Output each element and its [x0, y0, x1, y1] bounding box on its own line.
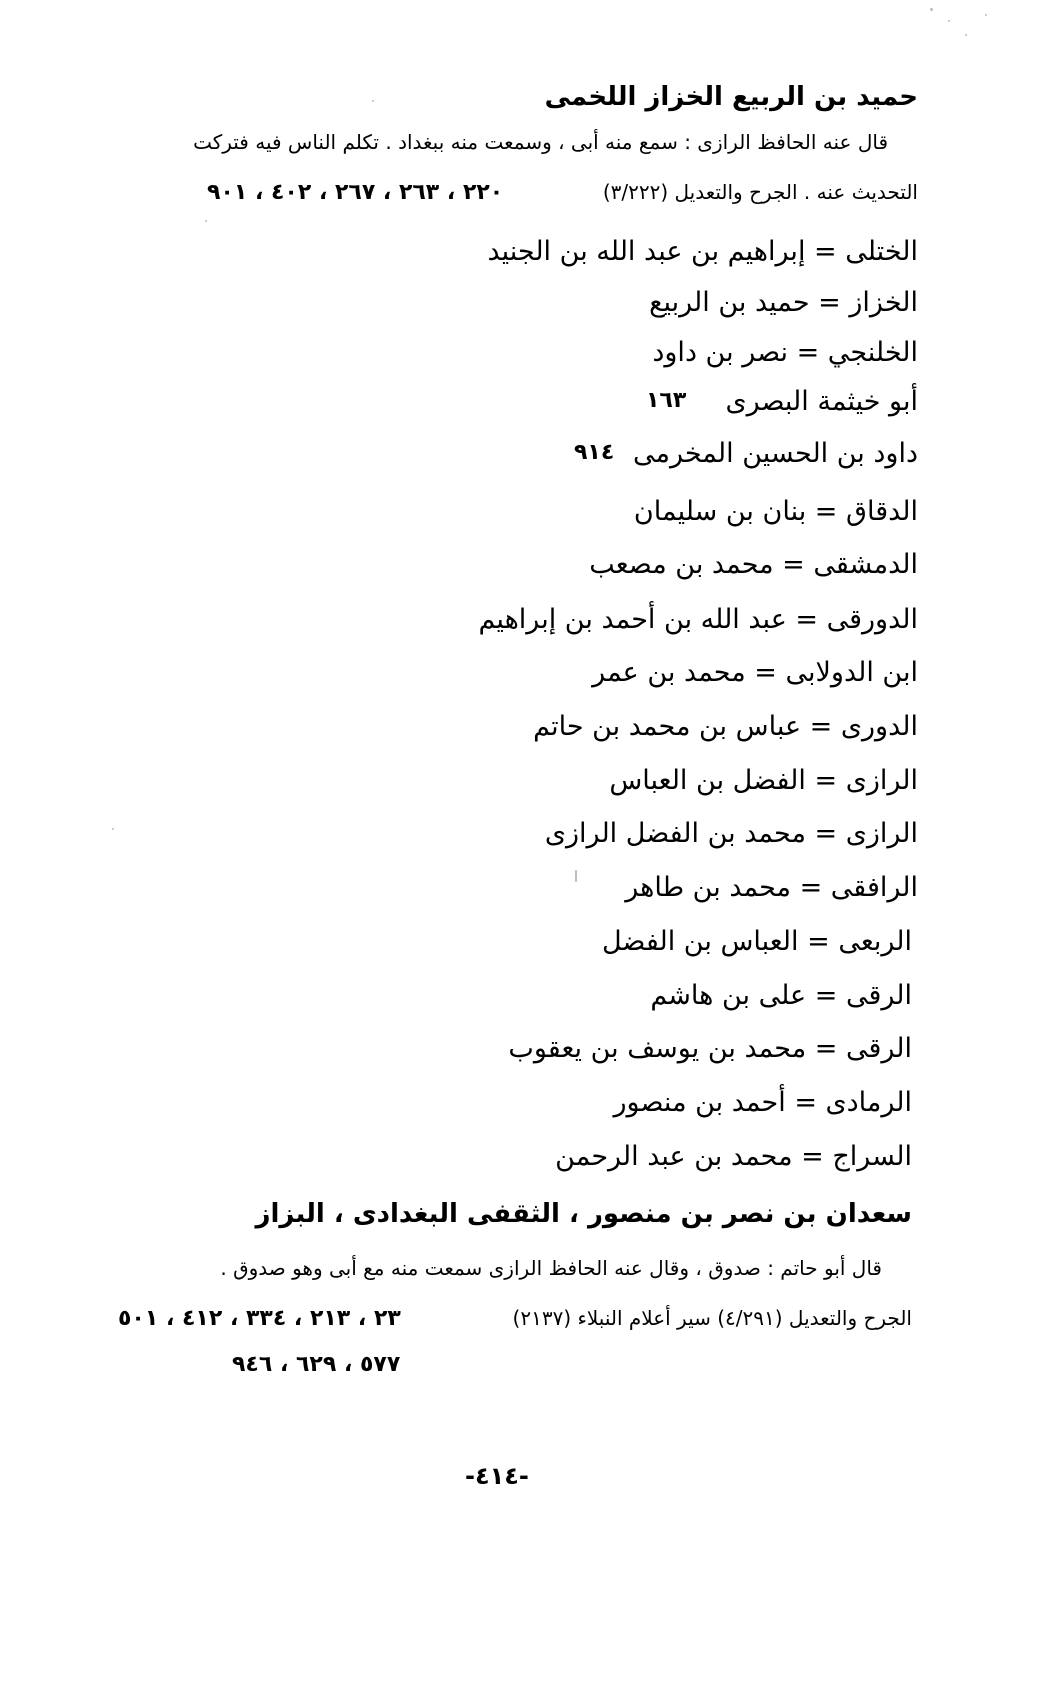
- entry-13: الربعى = العباس بن الفضل: [601, 926, 912, 957]
- entry-3: أبو خيثمة البصرى: [725, 386, 918, 417]
- entry-17: السراج = محمد بن عبد الرحمن: [555, 1141, 912, 1172]
- entry-4: داود بن الحسين المخرمى: [633, 438, 918, 469]
- entry-0: الختلى = إبراهيم بن عبد الله بن الجنيد: [487, 236, 918, 267]
- entry-15: الرقى = محمد بن يوسف بن يعقوب: [508, 1033, 912, 1064]
- entry-9: الدورى = عباس بن محمد بن حاتم: [533, 711, 918, 742]
- note-humaid-page-refs: ٢٢٠ ، ٢٦٣ ، ٢٦٧ ، ٤٠٢ ، ٩٠١: [207, 180, 504, 205]
- note-saadan-page-refs: ٢٣ ، ٢١٣ ، ٣٣٤ ، ٤١٢ ، ٥٠١: [118, 1306, 401, 1331]
- entry-heading-humaid: حميد بن الربيع الخزاز اللخمى: [544, 82, 918, 112]
- entry-8: ابن الدولابى = محمد بن عمر: [592, 657, 918, 688]
- entry-5: الدقاق = بنان بن سليمان: [633, 496, 918, 527]
- entry-14: الرقى = على بن هاشم: [650, 980, 912, 1011]
- entry-3-ref: ١٦٣: [646, 388, 687, 413]
- note-saadan-page-refs-2: ٥٧٧ ، ٦٢٩ ، ٩٤٦: [232, 1352, 401, 1377]
- entry-6: الدمشقى = محمد بن مصعب: [589, 549, 918, 580]
- entry-10: الرازى = الفضل بن العباس: [609, 765, 918, 796]
- note-saadan-line-2: الجرح والتعديل (٤/٢٩١) سير أعلام النبلاء (٢١٣٧): [512, 1306, 912, 1330]
- page-number: -٤١٤-: [465, 1462, 529, 1490]
- note-humaid-line-1: قال عنه الحافظ الرازى : سمع منه أبى ، وسمعت منه ببغداد . تكلم الناس فيه فتركت: [193, 130, 888, 154]
- note-saadan-line-1: قال أبو حاتم : صدوق ، وقال عنه الحافظ الرازى سمعت منه مع أبى وهو صدوق .: [220, 1256, 882, 1280]
- entry-1: الخزاز = حميد بن الربيع: [649, 287, 918, 318]
- entry-7: الدورقى = عبد الله بن أحمد بن إبراهيم: [478, 604, 918, 635]
- entry-2: الخلنجي = نصر بن داود: [652, 337, 918, 368]
- entry-heading-saadan: سعدان بن نصر بن منصور ، الثقفى البغدادى ، البزاز: [255, 1199, 912, 1229]
- entry-11: الرازى = محمد بن الفضل الرازى: [544, 818, 918, 849]
- entry-4-ref: ٩١٤: [574, 440, 615, 465]
- entry-12: الرافقى = محمد بن طاهر: [625, 872, 918, 903]
- entry-16: الرمادى = أحمد بن منصور: [613, 1087, 912, 1118]
- note-humaid-line-2: التحديث عنه . الجرح والتعديل (٣/٢٢٢): [602, 180, 918, 204]
